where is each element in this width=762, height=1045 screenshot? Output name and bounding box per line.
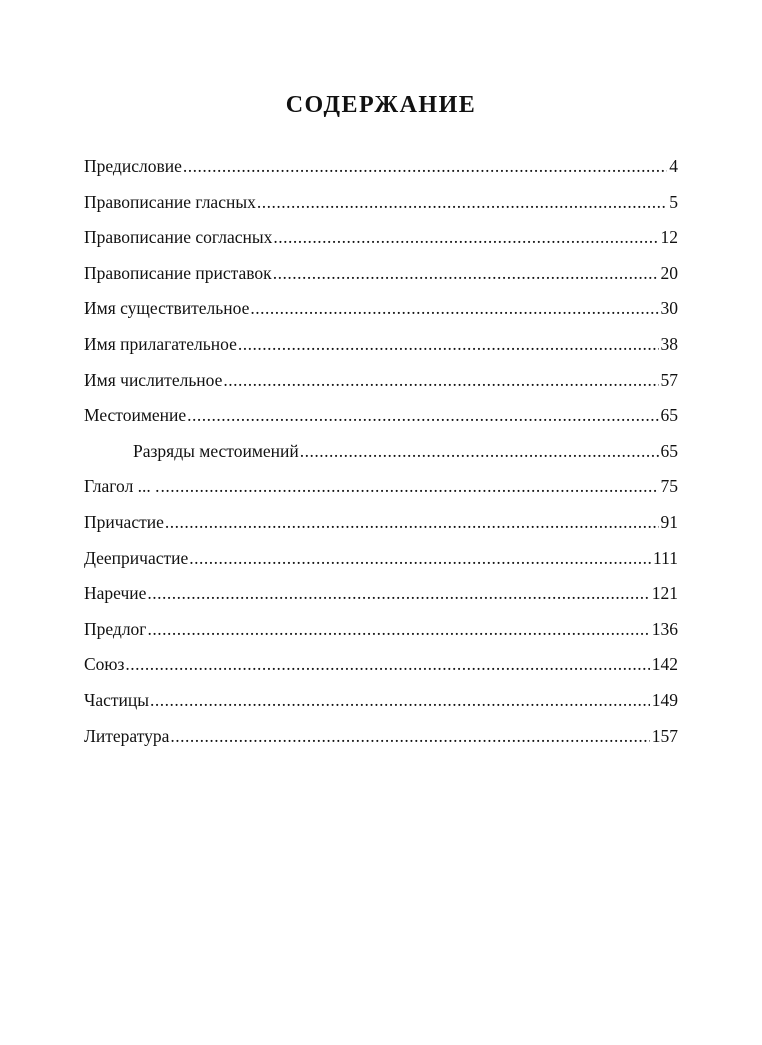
toc-entry-numeral[interactable] [84,368,678,404]
toc-entry-label: Деепричастие [84,547,189,568]
toc-entry-label: Литература [84,725,170,746]
toc-entry-preface[interactable] [84,154,678,190]
toc-entry-literature[interactable] [84,724,678,760]
toc-entry-page: 121 [651,583,678,604]
toc-entry-adverb[interactable] [84,581,678,617]
toc-entry-participle[interactable] [84,510,678,546]
dot-leader [170,724,649,748]
toc-entry-preposition[interactable] [84,617,678,653]
toc-entry-noun[interactable] [84,296,678,332]
toc-entry-page: 136 [651,618,678,639]
dot-leader [148,617,650,641]
toc-entry-pronoun-categories[interactable] [84,439,678,475]
toc-entry-consonants[interactable] [84,225,678,261]
toc-entry-label: Предисловие [84,156,182,176]
toc-entry-page: 20 [660,262,678,283]
toc-entry-page: 65 [660,405,678,426]
toc-entry-label: Имя существительное [84,298,250,319]
table-of-contents [84,154,678,759]
dot-leader [147,581,649,605]
dot-leader [273,261,659,285]
toc-entry-label: Разряды местоимений [133,440,299,461]
toc-entry-page: 142 [651,654,678,675]
dot-leader [273,225,658,249]
toc-entry-page: 91 [660,511,678,532]
toc-entry-prefixes[interactable] [84,261,678,297]
toc-entry-page: 4 [669,156,678,176]
toc-entry-page: 38 [660,333,678,354]
dot-leader [150,688,650,712]
dot-leader [189,546,651,570]
toc-entry-page: 12 [660,227,678,248]
toc-entry-conjunction[interactable] [84,652,678,688]
toc-entry-page: 65 [660,440,678,461]
toc-entry-gerund[interactable] [84,546,678,582]
dot-leader [161,474,659,498]
toc-entry-page: 57 [660,369,678,390]
dot-leader [125,652,649,676]
toc-entry-label: Имя числительное [84,369,223,390]
dot-leader [238,332,659,356]
toc-entry-label: Местоимение [84,405,187,426]
dot-leader [300,439,659,463]
toc-entry-verb[interactable] [84,474,678,510]
toc-entry-label: Глагол ... . [84,476,160,497]
toc-entry-particles[interactable] [84,688,678,724]
toc-entry-adjective[interactable] [84,332,678,368]
toc-entry-label: Частицы [84,689,150,710]
dot-leader [223,368,658,392]
dot-leader [257,190,667,214]
toc-entry-page: 111 [653,547,678,568]
toc-entry-label: Правописание согласных [84,227,273,248]
toc-entry-label: Союз [84,654,125,675]
toc-entry-vowels[interactable] [84,190,678,226]
toc-entry-label: Правописание приставок [84,262,272,283]
toc-entry-page: 5 [669,191,678,212]
toc-entry-page: 157 [651,725,678,746]
toc-entry-page: 30 [660,298,678,319]
toc-entry-label: Предлог [84,618,147,639]
dot-leader [250,296,658,320]
toc-entry-label: Имя прилагательное [84,333,237,354]
toc-entry-page: 149 [651,689,678,710]
toc-entry-pronoun[interactable] [84,403,678,439]
toc-entry-label: Причастие [84,511,164,532]
toc-entry-label: Наречие [84,583,147,604]
dot-leader [187,403,658,427]
dot-leader [165,510,659,534]
toc-entry-page: 75 [660,476,678,497]
dot-leader [183,154,667,178]
contents-title: СОДЕРЖАНИЕ [285,92,477,118]
toc-entry-label: Правописание гласных [84,191,256,212]
